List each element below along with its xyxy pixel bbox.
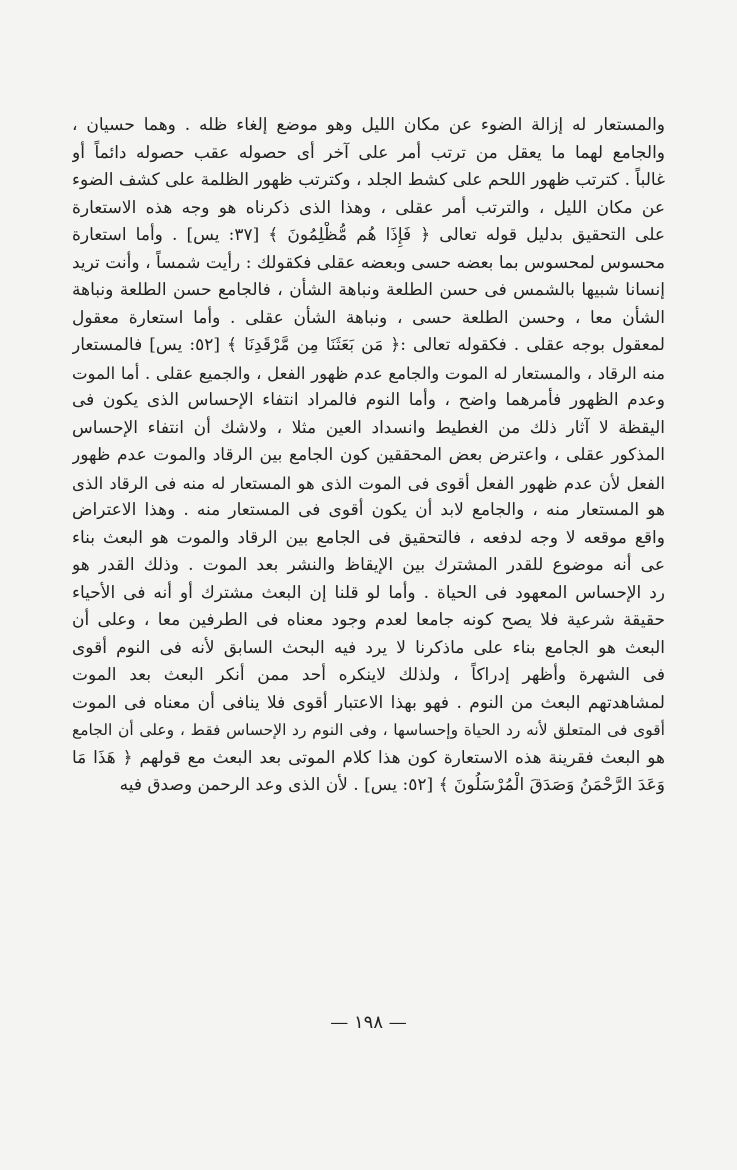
text-line: لمعقول بوجه عقلى . فكقوله تعالى :﴿ مَن بَعَثَنَا مِن مَّرْقَدِنَا ﴾ [٥٢: يس] فالمستعار [72,335,665,355]
text-line: والمستعار له إزالة الضوء عن مكان الليل وهو موضع إلغاء ظله . وهما حسيان ، [72,115,665,135]
text-line: واقع موقعه لا وجه لدفعه ، فالتحقيق فى الجامع بين الرقاد والموت هو البعث بناء [72,527,665,548]
text-line: منه الرقاد ، والمستعار له الموت والجامع عدم ظهور الفعل ، والجميع عقلى . أما الموت [72,363,665,383]
text-line: محسوس لمحسوس بما بعضه حسى وبعضه عقلى فكقولك : رأيت شمساً ، وأنت تريد [72,252,665,273]
text-line: الشأن معا ، وحسن الطلعة حسى ، ونباهة الشأن عقلى . وأما استعارة معقول [72,307,665,328]
text-line: عن مكان الليل ، والترتب أمر عقلى ، وهذا الذى ذكرناه هو وجه هذه الاستعارة [72,197,665,218]
text-line: وعدم الظهور فأمرهما واضح ، وأما النوم فالمراد انتفاء الإحساس الذى يكون فى [72,390,665,410]
text-line: اليقظة لا آثار ذلك من الغطيط وانسداد العين مثلا ، ولاشك أن انتفاء الإحساس [72,417,665,438]
text-line: وَعَدَ الرَّحْمَنُ وَصَدَقَ الْمُرْسَلُونَ ﴾ [٥٢: يس] . لأن الذى وعد الرحمن وصدق فيه [119,775,665,795]
text-line: هو المستعار منه ، والجامع لابد أن يكون أقوى فى المستعار منه . وهذا الاعتراض [72,500,665,520]
text-line: حقيقة شرعية فلا يصح كونه جامعا لعدم وجود معناه فى الطرفين معا ، وعلى أن [72,610,665,630]
text-line: رد الإحساس المعهود فى الحياة . وأما لو قلنا إن البعث مشترك أو أنه فى الأحياء [72,582,665,603]
text-line: الفعل لأن عدم ظهور الفعل أقوى فى الموت الذى هو المستعار له منه فى الرقاد الذى [72,473,665,493]
text-line: عى أنه موضوع للقدر المشترك بين الإيقاظ والنشر بعد الموت . وذلك القدر هو [72,555,665,575]
text-line: فى الشهرة وأظهر إدراكاً ، ولذلك لاينكره أحد ممن أنكر البعث بعد الموت [72,665,665,685]
text-line: إنسانا شبيها بالشمس فى حسن الطلعة ونباهة الشأن ، فالجامع حسن الطلعة ونباهة [72,280,665,300]
text-line: المذكور عقلى ، واعترض بعض المحققين كون الجامع بين الرقاد والموت عدم ظهور [72,445,665,465]
body-text [72,112,665,800]
text-line: غالباً . كترتب ظهور اللحم على كشط الجلد ، وكترتب ظهور الظلمة على كشف الضوء [72,170,665,190]
text-line: هو البعث فقرينة هذه الاستعارة كون هذا كلام الموتى بعد البعث مع قولهم ﴿ هَذَا مَا [72,747,665,768]
text-line: والجامع لهما ما يعقل من ترتب أمر على آخر أى حصوله عقب حصوله دائماً أو [72,142,665,163]
text-line: أقوى فى المتعلق لأنه رد الحياة وإحساسها ، وفى النوم رد الإحساس فقط ، وعلى أن الجامع [72,721,665,739]
text-line: البعث هو الجامع بناء على ماذكرنا لا يرد فيه البحث السابق لأنه فى النوم أقوى [72,637,665,658]
text-line: على التحقيق بدليل قوله تعالى ﴿ فَإِذَا هُم مُّظْلِمُونَ ﴾ [٣٧: يس] . وأما استعارة [72,225,665,245]
text-line: لمشاهدتهم البعث من النوم . فهو بهذا الاعتبار أقوى فلا ينافى أن معناه فى الموت [72,692,665,713]
page-number: — ١٩٨ — [330,1012,407,1033]
